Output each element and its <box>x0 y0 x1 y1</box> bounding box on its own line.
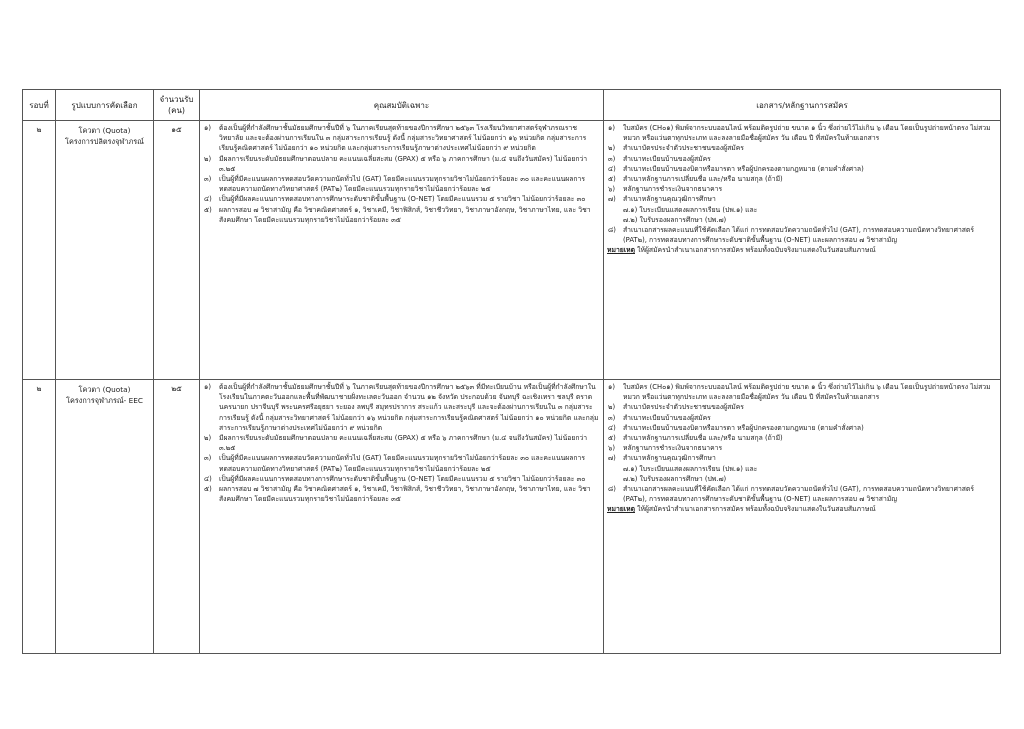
selection-project-name: โครงการจุฬาภรณ์- EEC <box>66 396 143 405</box>
list-item <box>203 433 600 453</box>
item-number: ๑) <box>608 124 615 132</box>
list-item <box>607 164 997 174</box>
list-item <box>203 174 600 194</box>
qualifications-list <box>203 382 600 504</box>
item-number: ๕) <box>204 205 212 214</box>
table-row <box>23 380 1001 654</box>
list-item <box>203 194 600 204</box>
list-item <box>607 174 997 184</box>
item-number: ๑) <box>204 383 211 391</box>
qualifications-cell <box>200 380 604 654</box>
item-text: หลักฐานการชำระเงินจากธนาคาร <box>623 185 723 194</box>
header-documents: เอกสาร/หลักฐานการสมัคร <box>604 90 1001 121</box>
selection-type-cell <box>56 380 154 654</box>
item-text: สำเนาหลักฐานคุณวุฒิการศึกษา <box>623 195 716 204</box>
item-text: เป็นผู้ที่มีผลคะแนนการทดสอบทางการศึกษาระดับชาติขั้นพื้นฐาน (O-NET) โดยมีคะแนนรวม ๕ รายวิชา ไม่น้อยกว่าร้อยละ ๓๐ <box>219 195 586 204</box>
note-label: หมายเหตุ <box>607 246 635 255</box>
item-text: มีผลการเรียนระดับมัธยมศึกษาตอนปลาย คะแนนเฉลี่ยสะสม (GPAX) ๕ หรือ ๖ ภาคการศึกษา (ม.๔ จนถึงวันสมัคร) ไม่น้อยกว่า ๓.๒๕ <box>219 434 588 453</box>
list-item <box>607 382 997 402</box>
admission-table <box>22 89 1001 654</box>
item-text: ต้องเป็นผู้ที่กำลังศึกษาชั้นมัธยมศึกษาชั้นปีที่ ๖ ในภาคเรียนสุดท้ายของปีการศึกษา ๒๕๖๓ ที่มีทะเบียนบ้าน หรือเป็นผู้ที่กำลังศึกษาในโรงเรียนในภาคตะวันออกและพื้นที่พัฒนาชายฝั่งทะเลตะวันออก จำนวน ๑๒ จังหวัด ประกอบด้วย จันทบุรี ฉะเชิงเทรา ชลบุรี ตราด นครนายก ปราจีนบุรี พระนครศรีอยุธยา ระยอง ลพบุรี สมุทรปราการ สระแก้ว และสระบุรี และจะต้องผ่านการเรียนใน ๓ กลุ่มสาระการเรียนรู้ ดังนี้ กลุ่มสาระวิทยาศาสตร์ ไม่น้อยกว่า ๑๖ หน่วยกิต กลุ่มสาระการเรียนรู้คณิตศาสตร์ ไม่น้อยกว่า ๑๐ หน่วยกิต และกลุ่มสาระการเรียนรู้ภาษาต่างประเทศไม่น้อยกว่า ๙ หน่วยกิต <box>219 383 599 432</box>
item-number: ๔) <box>204 474 212 483</box>
selection-type-line: โควตา (Quota) <box>78 385 131 394</box>
item-text: ผลการสอบ ๗ วิชาสามัญ คือ วิชาคณิตศาสตร์ ๑, วิชาเคมี, วิชาฟิสิกส์, วิชาชีววิทยา, วิชาภาษาอังกฤษ, วิชาภาษาไทย, และ วิชาสังคมศึกษา โดยมีคะแนนรวมทุกรายวิชาไม่น้อยกว่าร้อยละ ๓๕ <box>219 205 591 224</box>
note <box>607 245 997 255</box>
note-label: หมายเหตุ <box>607 505 635 514</box>
documents-cell <box>604 380 1001 654</box>
note-text: ให้ผู้สมัครนำสำเนาเอกสารการสมัคร พร้อมทั้งฉบับจริงมาแสดงในวันสอบสัมภาษณ์ <box>634 246 876 255</box>
admission-criteria-sheet <box>22 89 1000 654</box>
item-text: หลักฐานการชำระเงินจากธนาคาร <box>623 444 723 453</box>
list-item <box>607 143 997 153</box>
item-text: ต้องเป็นผู้ที่กำลังศึกษาชั้นมัธยมศึกษาชั้นปีที่ ๖ ในภาคเรียนสุดท้ายของปีการศึกษา ๒๕๖๓ โรงเรียนวิทยาศาสตร์จุฬาภรณราชวิทยาลัย และจะต้องผ่านการเรียนใน ๓ กลุ่มสาระการเรียนรู้ ดังนี้ กลุ่มสาระวิทยาศาสตร์ ไม่น้อยกว่า ๑๖ หน่วยกิต กลุ่มสาระการเรียนรู้คณิตศาสตร์ ไม่น้อยกว่า ๑๐ หน่วยกิต และกลุ่มสาระการเรียนรู้ภาษาต่างประเทศไม่น้อยกว่า ๙ หน่วยกิต <box>219 124 587 153</box>
note <box>607 504 997 514</box>
item-text: ๗.๑) ใบระเบียนแสดงผลการเรียน (ปพ.๑) และ <box>623 205 758 214</box>
list-item <box>203 484 600 504</box>
item-text: สำเนาบัตรประจำตัวประชาชนของผู้สมัคร <box>623 403 744 412</box>
list-item <box>607 433 997 443</box>
list-item <box>607 443 997 453</box>
item-number: ๔) <box>204 195 212 204</box>
list-item <box>607 464 997 474</box>
round-cell: ๒ <box>23 380 56 654</box>
item-text: สำเนาหลักฐานการเปลี่ยนชื่อ และ/หรือ นามสกุล (ถ้ามี) <box>623 434 783 443</box>
item-number: ๑) <box>204 124 211 132</box>
item-text: มีผลการเรียนระดับมัธยมศึกษาตอนปลาย คะแนนเฉลี่ยสะสม (GPAX) ๕ หรือ ๖ ภาคการศึกษา (ม.๔ จนถึงวันสมัคร) ไม่น้อยกว่า ๓.๒๕ <box>219 154 588 173</box>
list-item <box>607 194 997 204</box>
list-item <box>607 205 997 215</box>
list-item <box>203 453 600 473</box>
list-item <box>607 402 997 412</box>
item-number: ๓) <box>204 454 212 463</box>
item-text: เป็นผู้ที่มีคะแนนผลการทดสอบวัดความถนัดทั่วไป (GAT) โดยมีคะแนนรวมทุกรายวิชาไม่น้อยกว่าร้อยละ ๓๐ และคะแนนผลการทดสอบความถนัดทางวิทยาศาสตร์ (PAT๒) โดยมีคะแนนรวมทุกรายวิชาไม่น้อยกว่าร้อยละ ๒๕ <box>219 175 585 194</box>
list-item <box>203 474 600 484</box>
item-number: ๘) <box>608 485 616 494</box>
count-cell: ๒๕ <box>154 380 200 654</box>
list-item <box>607 474 997 484</box>
item-number: ๗) <box>608 454 616 463</box>
item-text: ๗.๒) ใบรับรองผลการศึกษา (ปพ.๗) <box>623 474 727 483</box>
documents-list <box>607 123 997 245</box>
item-number: ๒) <box>204 434 212 443</box>
item-text: สำเนาทะเบียนบ้านของผู้สมัคร <box>623 154 711 163</box>
item-text: เป็นผู้ที่มีผลคะแนนการทดสอบทางการศึกษาระดับชาติขั้นพื้นฐาน (O-NET) โดยมีคะแนนรวม ๕ รายวิชา ไม่น้อยกว่าร้อยละ ๓๐ <box>219 474 586 483</box>
selection-project-name: โครงการปลิตรงจุฬาภรณ์ <box>65 137 144 146</box>
item-text: สำเนาทะเบียนบ้านของผู้สมัคร <box>623 413 711 422</box>
item-number: ๓) <box>608 413 616 422</box>
item-text: ๗.๒) ใบรับรองผลการศึกษา (ปพ.๗) <box>623 215 727 224</box>
list-item <box>607 413 997 423</box>
item-text: เป็นผู้ที่มีคะแนนผลการทดสอบวัดความถนัดทั่วไป (GAT) โดยมีคะแนนรวมทุกรายวิชาไม่น้อยกว่าร้อยละ ๓๐ และคะแนนผลการทดสอบความถนัดทางวิทยาศาสตร์ (PAT๒) โดยมีคะแนนรวมทุกรายวิชาไม่น้อยกว่าร้อยละ ๒๕ <box>219 454 585 473</box>
item-text: ใบสมัคร (CH๐๑) พิมพ์จากระบบออนไลน์ พร้อมติดรูปถ่าย ขนาด ๑ นิ้ว ซึ่งถ่ายไว้ไม่เกิน ๖ เดือน โดยเป็นรูปถ่ายหน้าตรง ไม่สวมหมวก หรือแว่นตาทุกประเภท และลงลายมือชื่อผู้สมัคร วัน เดือน ปี ที่สมัครในท้ายเอกสาร <box>623 383 991 402</box>
item-text: สำเนาทะเบียนบ้านของบิดาหรือมารดา หรือผู้ปกครองตามกฎหมาย (ตามคำสั่งศาล) <box>623 164 864 173</box>
item-text: ๗.๑) ใบระเบียนแสดงผลการเรียน (ปพ.๑) และ <box>623 464 758 473</box>
item-number: ๕) <box>204 485 212 494</box>
item-text: สำเนาหลักฐานการเปลี่ยนชื่อ และ/หรือ นามสกุล (ถ้ามี) <box>623 175 783 184</box>
header-qualifications: คุณสมบัติเฉพาะ <box>200 90 604 121</box>
list-item <box>203 382 600 433</box>
item-number: ๒) <box>608 403 616 412</box>
item-number: ๔) <box>608 423 616 432</box>
list-item <box>607 123 997 143</box>
item-text: สำเนาเอกสารผลคะแนนที่ใช้คัดเลือก ได้แก่ การทดสอบวัดความถนัดทั่วไป (GAT), การทดสอบความถนัดทางวิทยาศาสตร์ (PAT๒), การทดสอบทางการศึกษาระดับชาติขั้นพื้นฐาน (O-NET) และผลการสอบ ๗ วิชาสามัญ <box>623 226 974 245</box>
table-row <box>23 121 1001 380</box>
item-text: สำเนาเอกสารผลคะแนนที่ใช้คัดเลือก ได้แก่ การทดสอบวัดความถนัดทั่วไป (GAT), การทดสอบความถนัดทางวิทยาศาสตร์ (PAT๒), การทดสอบทางการศึกษาระดับชาติขั้นพื้นฐาน (O-NET) และผลการสอบ ๗ วิชาสามัญ <box>623 485 974 504</box>
item-text: ใบสมัคร (CH๐๑) พิมพ์จากระบบออนไลน์ พร้อมติดรูปถ่าย ขนาด ๑ นิ้ว ซึ่งถ่ายไว้ไม่เกิน ๖ เดือน โดยเป็นรูปถ่ายหน้าตรง ไม่สวมหมวก หรือแว่นตาทุกประเภท และลงลายมือชื่อผู้สมัคร วัน เดือน ปี ที่สมัครในท้ายเอกสาร <box>623 124 991 143</box>
item-number: ๑) <box>608 383 615 391</box>
list-item <box>203 123 600 154</box>
item-number: ๒) <box>204 154 212 163</box>
list-item <box>607 484 997 504</box>
count-cell: ๑๕ <box>154 121 200 380</box>
item-text: ผลการสอบ ๗ วิชาสามัญ คือ วิชาคณิตศาสตร์ ๑, วิชาเคมี, วิชาฟิสิกส์, วิชาชีววิทยา, วิชาภาษาอังกฤษ, วิชาภาษาไทย, และ วิชาสังคมศึกษา โดยมีคะแนนรวมทุกรายวิชาไม่น้อยกว่าร้อยละ ๓๕ <box>219 485 591 504</box>
list-item <box>607 154 997 164</box>
item-number: ๖) <box>608 444 615 453</box>
item-number: ๔) <box>608 164 616 173</box>
list-item <box>607 453 997 463</box>
documents-cell <box>604 121 1001 380</box>
selection-type-line: โควตา (Quota) <box>78 126 131 135</box>
item-number: ๖) <box>608 185 615 194</box>
list-item <box>203 205 600 225</box>
header-selection-type: รูปแบบการคัดเลือก <box>56 90 154 121</box>
list-item <box>607 215 997 225</box>
list-item <box>607 423 997 433</box>
selection-type-cell <box>56 121 154 380</box>
item-number: ๓) <box>204 175 212 184</box>
header-round: รอบที่ <box>23 90 56 121</box>
note-text: ให้ผู้สมัครนำสำเนาเอกสารการสมัคร พร้อมทั้งฉบับจริงมาแสดงในวันสอบสัมภาษณ์ <box>634 505 876 514</box>
list-item <box>203 154 600 174</box>
list-item <box>607 184 997 194</box>
item-number: ๕) <box>608 175 616 184</box>
item-number: ๗) <box>608 195 616 204</box>
item-text: สำเนาบัตรประจำตัวประชาชนของผู้สมัคร <box>623 144 744 153</box>
item-number: ๒) <box>608 144 616 153</box>
header-count: จำนวนรับ (คน) <box>154 90 200 121</box>
list-item <box>607 225 997 245</box>
item-text: สำเนาหลักฐานคุณวุฒิการศึกษา <box>623 454 716 463</box>
item-number: ๘) <box>608 226 616 235</box>
qualifications-cell <box>200 121 604 380</box>
item-text: สำเนาทะเบียนบ้านของบิดาหรือมารดา หรือผู้ปกครองตามกฎหมาย (ตามคำสั่งศาล) <box>623 423 864 432</box>
item-number: ๕) <box>608 434 616 443</box>
header-row <box>23 90 1001 121</box>
qualifications-list <box>203 123 600 225</box>
documents-list <box>607 382 997 504</box>
item-number: ๓) <box>608 154 616 163</box>
round-cell: ๒ <box>23 121 56 380</box>
